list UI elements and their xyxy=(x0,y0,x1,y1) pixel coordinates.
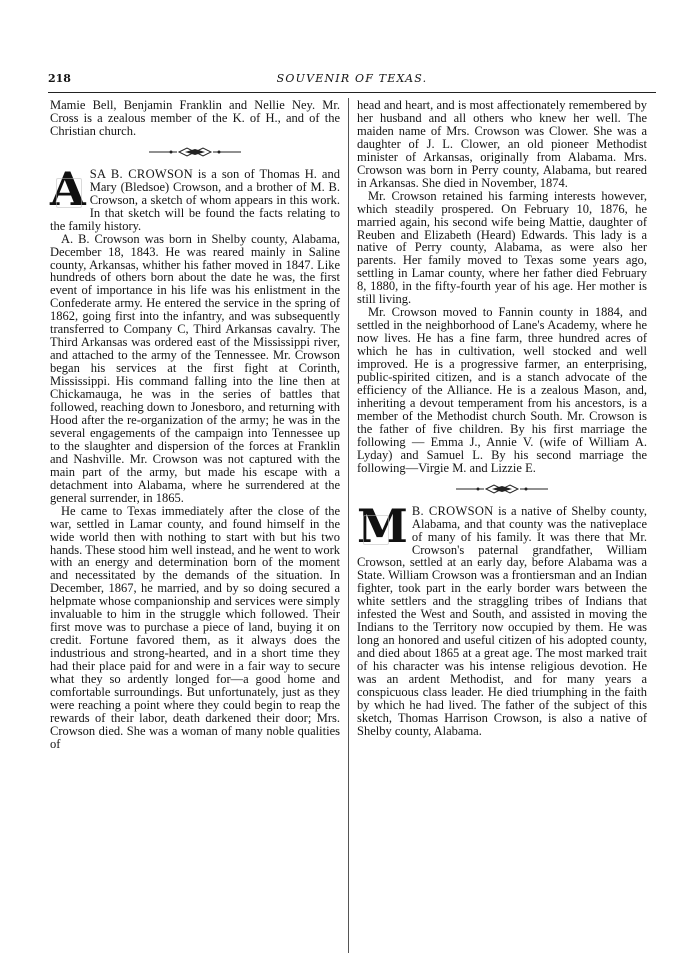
left-column xyxy=(50,99,340,751)
bio-subject-name: B. CROWSON xyxy=(411,503,494,518)
paragraph: He came to Texas immediately after the close of the war, settled in Lamar county, and found himself in the wide world then with nothing to start with but his two hands. These stood him well instead, and he went to work with an energy and determination born of the moment and necessitated by the demands of the situation. In December, 1867, he married, and by so doing secured a helpmate whose companionship and services were simply invaluable to him in the struggle which followed. Their first move was to purchase a piece of land, buying it on credit. Fortune favored them, as it always does the industrious and strong-hearted, and in a short time they had their place paid for and were in a fair way to secure what they so ardently longed for—a good home and comfortable surroundings. But unfortunately, just as they were reaching a point where they could begin to reap the rewards of their labor, death darkened their door; Mrs. Crowson died. She was a woman of many noble qualities of xyxy=(50,503,340,751)
header-rule xyxy=(48,92,656,93)
drop-cap-letter: A xyxy=(50,170,90,210)
continued-paragraph: Mamie Bell, Benjamin Franklin and Nellie Ney. Mr. Cross is a zealous member of the K. of H., and of the Christian church. xyxy=(50,98,340,138)
right-column xyxy=(357,99,647,738)
asa-crowson-bio-opening xyxy=(50,161,340,233)
page-header xyxy=(48,72,656,92)
paragraph: head and heart, and is most affectionately remembered by her husband and all others who knew her well. The maiden name of Mrs. Crowson was Clower. She was a daughter of J. L. Clower, an old pioneer Methodist minister of Arkansas, originally from Alabama. Mrs. Crowson was born in Perry county, Alabama, but reared in Arkansas. She died in November, 1874. xyxy=(357,98,647,190)
paragraph: Mr. Crowson moved to Fannin county in 1884, and settled in the neighborhood of Lane's Academy, where he now lives. He has a fine farm, three hundred acres of which he has in cultivation, well stocked and well improved. He is a progressive farmer, an enterprising, public-spirited citizen, and is a stanch advocate of the efficiency of the Alliance. He is a zealous Mason, and, inheriting a devout temperament from his ancestors, is a member of the Methodist church South. Mr. Crowson is the father of five children. By his first marriage the following — Emma J., Annie V. (wife of William A. Lyday) and Samuel L. By his second marriage the following—Virgie M. and Lizzie E. xyxy=(357,305,647,475)
drop-cap-letter: M xyxy=(357,507,412,547)
column-divider xyxy=(348,98,349,953)
bio-subject-name: SA B. CROWSON xyxy=(89,166,193,181)
bio-opening-text: is a son of Thomas H. and Mary (Bledsoe) Crowson, and a brother of M. B. Crowson, a sketch of whom appears in this work. In that sketch will be found the facts relating to the family history. xyxy=(50,166,340,233)
decorative-divider-icon xyxy=(50,138,340,168)
paragraph: Mr. Crowson retained his farming interests however, which steadily prospered. On February 10, 1876, he married again, his second wife being Mattie, daughter of Reuben and Elizabeth (Heard) Edwards. This lady is a native of Perry county, Alabama, as were also her parents. Her family moved to Texas some years ago, settling in Lamar county, where her father died February 8, 1880, in the fifty-fourth year of his age. Her mother is still living. xyxy=(357,188,647,307)
running-title: SOUVENIR OF TEXAS. xyxy=(276,72,428,85)
mb-crowson-bio-opening xyxy=(357,498,647,738)
page-number: 218 xyxy=(48,72,71,85)
paragraph: A. B. Crowson was born in Shelby county, Alabama, December 18, 1843. He was reared mainly in Saline county, Arkansas, whither his father moved in 1847. Like hundreds of others born about the date he was, the first event of importance in his life was his enlistment in the Confederate army. He entered the service in the spring of 1862, going first into the infantry, and was subsequently transferred to Company C, Third Arkansas cavalry. The Third Arkansas was ordered east of the Mississippi river, and attached to the army of the Tennessee. Mr. Crowson began his services at the first fight at Corinth, Mississippi. His command falling into the line then at Chickamauga, he was in the series of battles that followed, reaching down to Jonesboro, and returning with Hood after the re-organization of the army; he was in the several engagements of the campaign into Tennessee up to the slaughter and dispersion of the forces at Franklin and Nashville. Mr. Crowson was not captured with the main part of the army, but made his escape with a detachment into Alabama, where he surrendered at the general surrender, in 1865. xyxy=(50,231,340,505)
bio-opening-text: is a native of Shelby county, Alabama, and that county was the nativeplace of many of his family. It was there that Mr. Crowson's paternal grandfather, William Crowson, settled at an early day, before Alabama was a State. William Crowson was a frontiersman and an Indian fighter, took part in the early border wars between the white settlers and the straggling tribes of Indians that infested the West and South, and assisted in moving the Indians to the Territory now occupied by them. He was long an honored and useful citizen of his adopted county, and died about 1865 at a great age. The most marked trait of his character was his intense religious devotion. He was an ardent Methodist, and for many years a conspicuous class leader. He died triumphing in the faith by which he had lived. The father of the subject of this sketch, Thomas Harrison Crowson, is also a native of Shelby county, Alabama. xyxy=(357,503,647,738)
